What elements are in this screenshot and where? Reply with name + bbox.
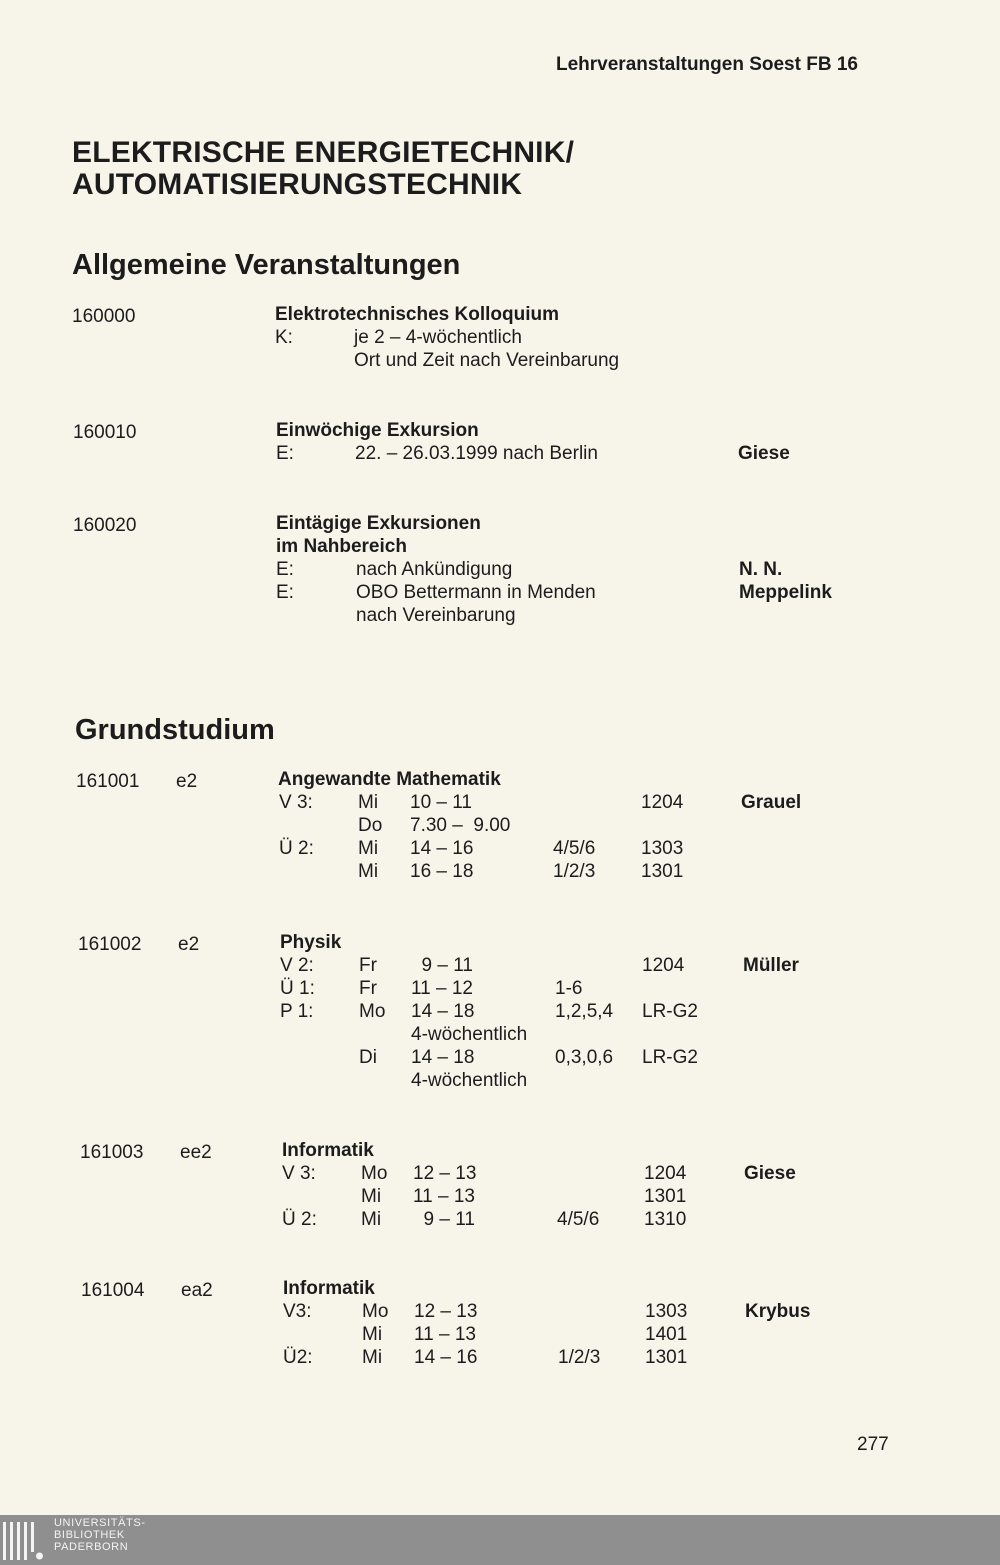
session-room: 1401: [645, 1324, 688, 1345]
session-day: Mi: [362, 1347, 383, 1368]
session-day: Mi: [358, 838, 379, 859]
course-lecturer: Müller: [743, 955, 799, 976]
running-head: Lehrveranstaltungen Soest FB 16: [556, 54, 858, 75]
session-type: Ü 2:: [282, 1209, 317, 1230]
session-type: K:: [275, 327, 293, 348]
logo-line-1: UNIVERSITÄTS-: [54, 1517, 146, 1529]
course-title: Einwöchige Exkursion: [276, 420, 479, 441]
session-day: Mi: [361, 1209, 382, 1230]
course-lecturer: N. N.: [739, 559, 783, 580]
course-number: 161002: [78, 934, 142, 955]
session-day: Mi: [358, 861, 379, 882]
course-group-code: ea2: [181, 1280, 213, 1301]
session-room: LR-G2: [642, 1001, 698, 1022]
session-room: 1303: [641, 838, 684, 859]
session-day: Di: [359, 1047, 377, 1068]
section-heading-allgemeine: Allgemeine Veranstaltungen: [72, 249, 461, 281]
session-time: nach Vereinbarung: [356, 605, 516, 626]
course-number: 160000: [72, 306, 136, 327]
course-title: Physik: [280, 932, 342, 953]
course-lecturer: Giese: [744, 1163, 796, 1184]
session-groups: 1/2/3: [558, 1347, 601, 1368]
session-type: P 1:: [280, 1001, 314, 1022]
course-number: 161003: [80, 1142, 144, 1163]
session-type: V 3:: [282, 1163, 316, 1184]
course-title: Angewandte Mathematik: [278, 769, 501, 790]
session-type: V 3:: [279, 792, 313, 813]
session-time: 9 – 11: [413, 1209, 475, 1230]
session-day: Mo: [362, 1301, 389, 1322]
session-time: 9 – 11: [411, 955, 473, 976]
logo-line-2: BIBLIOTHEK: [54, 1529, 125, 1541]
page-title-line-1: ELEKTRISCHE ENERGIETECHNIK/: [72, 136, 575, 169]
session-day: Do: [358, 815, 383, 836]
session-room: 1303: [645, 1301, 688, 1322]
course-lecturer: Giese: [738, 443, 790, 464]
session-time: je 2 – 4-wöchentlich: [354, 327, 522, 348]
session-room: 1204: [641, 792, 684, 813]
course-group-code: ee2: [180, 1142, 212, 1163]
session-time: 12 – 13: [413, 1163, 477, 1184]
session-groups: 1-6: [555, 978, 583, 999]
session-time: 11 – 13: [414, 1324, 476, 1345]
session-room: 1310: [644, 1209, 687, 1230]
session-day: Fr: [359, 955, 377, 976]
section-heading-grundstudium: Grundstudium: [75, 714, 275, 746]
session-time: Ort und Zeit nach Vereinbarung: [354, 350, 620, 371]
course-title: im Nahbereich: [276, 536, 407, 557]
session-type: E:: [276, 443, 294, 464]
session-room: 1301: [645, 1347, 688, 1368]
session-time: 14 – 16: [414, 1347, 478, 1368]
course-number: 161004: [81, 1280, 145, 1301]
page-title-line-2: AUTOMATISIERUNGSTECHNIK: [72, 168, 523, 201]
course-number: 160020: [73, 515, 137, 536]
session-time: 4-wöchentlich: [411, 1024, 528, 1045]
session-type: Ü2:: [283, 1347, 313, 1368]
course-lecturer: Krybus: [745, 1301, 811, 1322]
session-day: Fr: [359, 978, 377, 999]
session-time: 11 – 13: [413, 1186, 475, 1207]
session-day: Mo: [359, 1001, 386, 1022]
session-type: Ü 1:: [280, 978, 315, 999]
session-day: Mo: [361, 1163, 388, 1184]
course-title: Informatik: [282, 1140, 374, 1161]
session-time: 14 – 18: [411, 1047, 475, 1068]
session-room: 1301: [644, 1186, 687, 1207]
session-groups: 4/5/6: [553, 838, 596, 859]
session-room: LR-G2: [642, 1047, 698, 1068]
session-time: OBO Bettermann in Menden: [356, 582, 596, 603]
course-number: 161001: [76, 771, 140, 792]
session-time: 11 – 12: [411, 978, 473, 999]
course-lecturer: Meppelink: [739, 582, 832, 603]
course-number: 160010: [73, 422, 137, 443]
session-type: E:: [276, 559, 294, 580]
session-room: 1301: [641, 861, 684, 882]
session-type: E:: [276, 582, 294, 603]
session-groups: 1,2,5,4: [555, 1001, 614, 1022]
session-type: V 2:: [280, 955, 314, 976]
session-groups: 0,3,0,6: [555, 1047, 614, 1068]
session-type: V3:: [283, 1301, 312, 1322]
library-logo-text: [54, 1517, 146, 1553]
course-title: Eintägige Exkursionen: [276, 513, 481, 534]
session-type: Ü 2:: [279, 838, 314, 859]
session-room: 1204: [642, 955, 685, 976]
session-day: Mi: [362, 1324, 383, 1345]
session-time: 4-wöchentlich: [411, 1070, 528, 1091]
session-time: 14 – 18: [411, 1001, 475, 1022]
session-time: 10 – 11: [410, 792, 472, 813]
library-footer-bar: [0, 1515, 1000, 1565]
course-group-code: e2: [176, 771, 198, 792]
course-lecturer: Grauel: [741, 792, 802, 813]
session-room: 1204: [644, 1163, 687, 1184]
course-title: Informatik: [283, 1278, 375, 1299]
session-time: 14 – 16: [410, 838, 474, 859]
library-logo-icon: [2, 1518, 46, 1562]
session-groups: 1/2/3: [553, 861, 596, 882]
session-time: 22. – 26.03.1999 nach Berlin: [355, 443, 598, 464]
session-day: Mi: [361, 1186, 382, 1207]
session-groups: 4/5/6: [557, 1209, 600, 1230]
session-time: 7.30 – 9.00: [410, 815, 511, 836]
logo-line-3: PADERBORN: [54, 1541, 129, 1553]
session-day: Mi: [358, 792, 379, 813]
course-title: Elektrotechnisches Kolloquium: [275, 304, 559, 325]
course-group-code: e2: [178, 934, 200, 955]
session-time: 16 – 18: [410, 861, 474, 882]
session-time: nach Ankündigung: [356, 559, 513, 580]
session-time: 12 – 13: [414, 1301, 478, 1322]
page-number: 277: [857, 1434, 889, 1455]
